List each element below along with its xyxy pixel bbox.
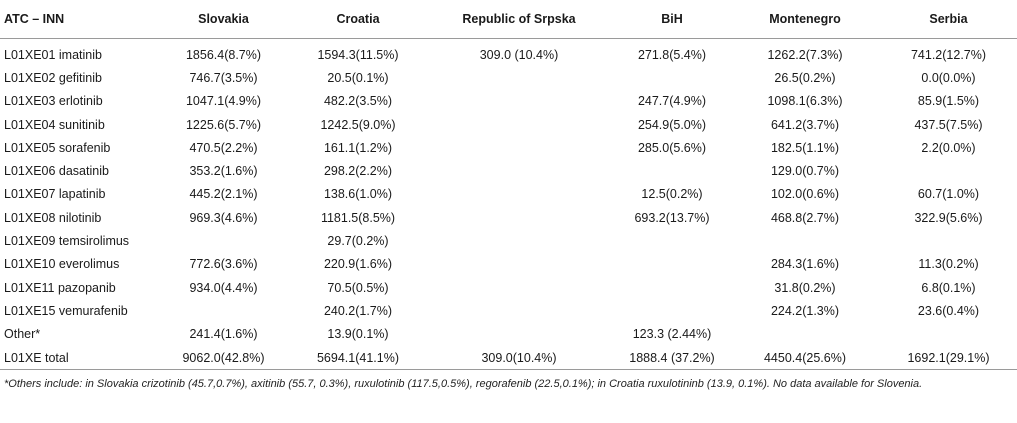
- cell-slovakia: [155, 299, 292, 322]
- table-body: [0, 39, 1017, 370]
- cell-atc-inn: L01XE05 sorafenib: [4, 140, 111, 155]
- cell-republic-of-srpska: [424, 299, 614, 322]
- cell-bih: 254.9(5.0%): [637, 117, 707, 132]
- cell-bih: 1888.4 (37.2%): [614, 346, 730, 370]
- cell-serbia: [880, 229, 1017, 252]
- cell-serbia: 322.9(5.6%): [914, 210, 983, 225]
- cell-bih: 271.8(5.4%): [637, 47, 707, 62]
- cell-atc-inn: L01XE11 pazopanib: [4, 280, 116, 295]
- cell-montenegro: 129.0(0.7%): [770, 164, 840, 179]
- cell-montenegro: 4450.4(25.6%): [730, 346, 880, 370]
- cell-montenegro: 1262.2(7.3%): [767, 47, 843, 62]
- cell-republic-of-srpska: [424, 183, 614, 206]
- cell-serbia: 23.6(0.4%): [917, 303, 980, 318]
- cell-croatia: 220.9(1.6%): [323, 257, 393, 272]
- cell-slovakia: 772.6(3.6%): [189, 257, 258, 272]
- cell-croatia: 29.7(0.2%): [327, 234, 389, 249]
- cell-atc-inn: L01XE15 vemurafenib: [4, 303, 128, 318]
- cell-republic-of-srpska: [424, 253, 614, 276]
- cell-serbia: 437.5(7.5%): [914, 117, 983, 132]
- cell-slovakia: 470.5(2.2%): [189, 140, 258, 155]
- cell-serbia: 1692.1(29.1%): [880, 346, 1017, 370]
- cell-bih: [614, 229, 730, 252]
- table-row: [0, 39, 1017, 67]
- cell-atc-inn: L01XE02 gefitinib: [4, 70, 102, 85]
- cell-slovakia: 445.2(2.1%): [189, 187, 258, 202]
- cell-republic-of-srpska: [424, 90, 614, 113]
- header-croatia: Croatia: [292, 0, 424, 39]
- table-row: [0, 183, 1017, 206]
- cell-croatia: 1594.3(11.5%): [317, 47, 399, 62]
- cell-serbia: 6.8(0.1%): [921, 280, 976, 295]
- cell-montenegro: 1098.1(6.3%): [767, 94, 843, 109]
- cell-slovakia: 241.4(1.6%): [189, 327, 258, 342]
- table-row: [0, 90, 1017, 113]
- cell-bih: [614, 299, 730, 322]
- table-row: [0, 159, 1017, 182]
- cell-montenegro: [730, 323, 880, 346]
- cell-bih: 247.7(4.9%): [637, 94, 707, 109]
- cell-slovakia: 1047.1(4.9%): [185, 94, 262, 109]
- cell-bih: 12.5(0.2%): [641, 187, 703, 202]
- cell-atc-inn: L01XE01 imatinib: [4, 47, 102, 62]
- table-row: [0, 323, 1017, 346]
- cell-republic-of-srpska: [424, 136, 614, 159]
- cell-republic-of-srpska: 309.0(10.4%): [424, 346, 614, 370]
- cell-croatia: 20.5(0.1%): [327, 70, 389, 85]
- cell-serbia: [880, 159, 1017, 182]
- cell-bih: [614, 66, 730, 89]
- cell-montenegro: 641.2(3.7%): [770, 117, 840, 132]
- cell-slovakia: 9062.0(42.8%): [155, 346, 292, 370]
- cell-serbia: 741.2(12.7%): [910, 47, 987, 62]
- cell-republic-of-srpska: [424, 159, 614, 182]
- header-republic-of-srpska: Republic of Srpska: [424, 0, 614, 39]
- header-montenegro: Montenegro: [730, 0, 880, 39]
- cell-croatia: 298.2(2.2%): [323, 164, 393, 179]
- cell-croatia: 161.1(1.2%): [323, 140, 393, 155]
- cell-atc-inn: Other*: [4, 327, 41, 342]
- table-row: [0, 136, 1017, 159]
- cell-republic-of-srpska: 309.0 (10.4%): [479, 47, 559, 62]
- cell-republic-of-srpska: [424, 113, 614, 136]
- cell-bih: [614, 253, 730, 276]
- header-bih: BiH: [614, 0, 730, 39]
- cell-slovakia: 1225.6(5.7%): [185, 117, 262, 132]
- header-serbia: Serbia: [880, 0, 1017, 39]
- table-header-row: [0, 0, 1017, 39]
- table-footnote: *Others include: in Slovakia crizotinib (45.7,0.7%), axitinib (55.7, 0.3%), ruxulotinib (117.5,0.5%), regorafenib (22.5,0.1%); in Croatia ruxulotininb (13.9, 0.1%). No data available for Slovenia.: [4, 378, 923, 391]
- table-row: [0, 206, 1017, 229]
- cell-croatia: 5694.1(41.1%): [292, 346, 424, 370]
- cell-croatia: 1242.5(9.0%): [320, 117, 396, 132]
- table-row: [0, 113, 1017, 136]
- cell-republic-of-srpska: [424, 206, 614, 229]
- table-row: [0, 66, 1017, 89]
- cell-slovakia: 353.2(1.6%): [189, 164, 258, 179]
- table-total-row: [0, 346, 1017, 370]
- table-row: [0, 299, 1017, 322]
- cell-croatia: 138.6(1.0%): [323, 187, 393, 202]
- cell-atc-inn: L01XE03 erlotinib: [4, 94, 103, 109]
- cell-montenegro: 102.0(0.6%): [770, 187, 840, 202]
- header-slovakia: Slovakia: [155, 0, 292, 39]
- cell-republic-of-srpska: [424, 66, 614, 89]
- cell-croatia: 240.2(1.7%): [323, 303, 393, 318]
- cell-bih: 123.3 (2.44%): [632, 327, 712, 342]
- table-row: [0, 229, 1017, 252]
- cell-atc-inn: L01XE total: [0, 346, 155, 370]
- cell-atc-inn: L01XE10 everolimus: [4, 257, 120, 272]
- cell-montenegro: 26.5(0.2%): [774, 70, 836, 85]
- cell-atc-inn: L01XE06 dasatinib: [4, 164, 109, 179]
- cell-bih: [614, 159, 730, 182]
- cell-croatia: 1181.5(8.5%): [320, 210, 396, 225]
- cell-serbia: 85.9(1.5%): [917, 94, 980, 109]
- cell-montenegro: 31.8(0.2%): [774, 280, 836, 295]
- cell-serbia: 0.0(0.0%): [921, 70, 976, 85]
- cell-serbia: 11.3(0.2%): [918, 257, 979, 272]
- cell-montenegro: 468.8(2.7%): [770, 210, 840, 225]
- cell-slovakia: 1856.4(8.7%): [185, 47, 262, 62]
- cell-croatia: 13.9(0.1%): [327, 327, 389, 342]
- cell-bih: [614, 276, 730, 299]
- cell-slovakia: [155, 229, 292, 252]
- cell-slovakia: 969.3(4.6%): [189, 210, 258, 225]
- cell-atc-inn: L01XE08 nilotinib: [4, 210, 102, 225]
- cell-bih: 693.2(13.7%): [634, 210, 710, 225]
- cell-montenegro: 182.5(1.1%): [770, 140, 840, 155]
- cell-atc-inn: L01XE04 sunitinib: [4, 117, 105, 132]
- cell-atc-inn: L01XE07 lapatinib: [4, 187, 106, 202]
- cell-serbia: 2.2(0.0%): [921, 140, 976, 155]
- cell-montenegro: 224.2(1.3%): [770, 303, 840, 318]
- cell-croatia: 70.5(0.5%): [327, 280, 389, 295]
- cell-atc-inn: L01XE09 temsirolimus: [4, 234, 130, 249]
- cell-bih: 285.0(5.6%): [637, 140, 707, 155]
- cell-croatia: 482.2(3.5%): [323, 94, 393, 109]
- header-atc-inn: ATC – INN: [0, 0, 155, 39]
- cell-montenegro: 284.3(1.6%): [770, 257, 840, 272]
- cell-montenegro: [730, 229, 880, 252]
- cell-republic-of-srpska: [424, 276, 614, 299]
- cell-slovakia: 934.0(4.4%): [189, 280, 258, 295]
- table-row: [0, 276, 1017, 299]
- table-row: [0, 253, 1017, 276]
- cell-republic-of-srpska: [424, 229, 614, 252]
- cell-republic-of-srpska: [424, 323, 614, 346]
- cell-slovakia: 746.7(3.5%): [189, 70, 258, 85]
- cell-serbia: 60.7(1.0%): [917, 187, 980, 202]
- cell-serbia: [880, 323, 1017, 346]
